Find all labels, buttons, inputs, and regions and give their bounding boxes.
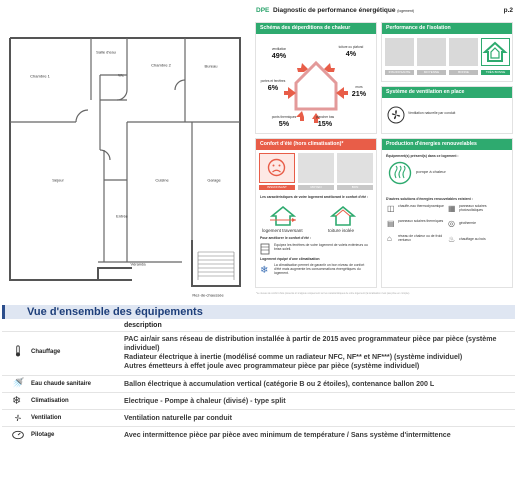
isolation-label-2: BONNE (449, 70, 478, 75)
isolation-level-insuffisante (385, 38, 414, 66)
ecs-line-1: Ballon électrique à accumulation vertical (catégorie B ou 2 étoiles), contenance ballon 200 L (124, 380, 435, 388)
loss-murs (344, 85, 374, 98)
loss-ponts (266, 115, 302, 128)
shutter-icon (260, 243, 270, 255)
isolation-level-tres-bonne (481, 38, 510, 66)
isolation-label-3: TRÈS BONNE (481, 70, 510, 75)
dpe-title-text: Diagnostic de performance énergétique (273, 7, 396, 14)
enr-other-3: géothermie (459, 221, 476, 225)
loss-toiture-value: 4% (345, 49, 357, 58)
room-cuisine: Cuisine (155, 177, 169, 183)
panel-deperditions (255, 22, 377, 134)
loss-ponts-value: 5% (278, 119, 290, 128)
equipment-col-header: description (124, 322, 162, 329)
confort-clim-text: La climatisation permet de garantir un bon niveau de confort d'été mais augmente les consommations énergétiques du logement. (274, 263, 365, 276)
fan-icon (12, 412, 24, 424)
room-chambre-1: Chambre 1 (30, 73, 50, 79)
floor-plan-drawing (2, 30, 246, 305)
wood-heating-icon: ♨ (448, 235, 456, 244)
equipment-row-climatisation (2, 392, 515, 408)
equipment-label-ecs: Eau chaude sanitaire (31, 381, 92, 387)
chauffage-line-1: PAC air/air sans réseau de distribution installée à partir de 2015 avec programmateur pièce par pièce (système (124, 335, 497, 343)
panel-ventilation-title: Système de ventilation en place (382, 87, 512, 98)
loss-murs-value: 21% (351, 89, 367, 98)
panel-confort-ete (255, 138, 377, 288)
enr-other-0: chauffe-eau thermodynamique (398, 204, 444, 208)
pilotage-line-1: Avec intermittence pièce par pièce avec minimum de température / Sans système d'intermittence (124, 431, 451, 439)
isolation-label-0: INSUFFISANTE (385, 70, 414, 75)
geothermal-icon: ◎ (448, 219, 455, 228)
sad-face-icon (260, 154, 293, 181)
equipment-label-pilotage: Pilotage (31, 432, 55, 438)
confort-label-0: INSUFFISANT (259, 185, 295, 190)
dpe-footnote: *Le niveau de confort d'été présenté ici s'appuie uniquement sur les caractéristiques de votre logement (la localisation n'est pas prise en compte). (256, 292, 410, 295)
equipment-row-ecs (2, 375, 515, 391)
panel-ventilation (381, 86, 513, 134)
equipment-row-pilotage (2, 426, 515, 442)
confort-label-1: MOYEN (298, 185, 334, 190)
isolation-level-moyenne (417, 38, 446, 66)
page-number: p.2 (503, 7, 513, 14)
isolation-level-bonne (449, 38, 478, 66)
house-traversant-icon (270, 205, 296, 227)
panel-isolation-title: Performance de l'isolation (382, 23, 512, 34)
equipment-overview (2, 305, 515, 438)
solar-panel-icon: ▦ (448, 204, 456, 213)
equipment-label-climatisation: Climatisation (31, 398, 69, 404)
climatisation-line-1: Electrique - Pompe à chaleur (divisé) - type split (124, 397, 286, 405)
room-sejour: Séjour (52, 177, 64, 183)
loss-toiture-label: toiture ou plafond (338, 45, 364, 49)
loss-ponts-label: ponts thermiques (271, 115, 297, 119)
equipment-label-chauffage: Chauffage (31, 349, 61, 355)
confort-ameliorer-text: Equipez les fenêtres de votre logement de volets extérieurs ou brise-soleil. (274, 243, 368, 252)
shower-icon: 🚿 (12, 378, 25, 389)
panel-confort-title: Confort d'été (hors climatisation)* (256, 139, 376, 150)
loss-murs-label: murs (355, 85, 363, 89)
floor-level-label: Rez-de-chaussée (192, 292, 224, 298)
enr-installed-title: Équipement(s) présent(s) dans ce logement : (386, 154, 459, 158)
enr-other-2: panneaux solaires thermiques (398, 219, 444, 223)
gauge-icon (12, 429, 24, 441)
room-salle-eau: Salle d'eau (96, 49, 116, 55)
confort-item-traversant: logement traversant (262, 228, 303, 233)
room-chambre-2: Chambre 2 (151, 62, 171, 68)
ventilation-text: Ventilation naturelle par conduit (408, 111, 456, 115)
panel-enr (381, 138, 513, 288)
chauffage-line-4: Autres émetteurs à effet joule avec programmateur pièce par pièce (système individuel) (124, 362, 420, 370)
room-wc: Wc (118, 72, 124, 78)
enr-other-1: panneaux solaires photovoltaïques (459, 204, 487, 213)
fan-icon (387, 106, 405, 124)
confort-item-toiture: toiture isolée (328, 228, 355, 233)
loss-ventilation-value: 49% (271, 51, 287, 60)
solar-thermal-icon: ▤ (387, 219, 395, 228)
loss-plancher-label: plancher bas (315, 115, 335, 119)
loss-plancher-value: 15% (317, 119, 333, 128)
snowflake-icon: ❄ (260, 265, 269, 276)
room-garage: Garage (207, 177, 221, 183)
confort-caracteristiques-title: Les caractéristiques de votre logement améliorant le confort d'été : (260, 195, 369, 199)
confort-label-2: BON (337, 185, 373, 190)
loss-plancher (310, 115, 340, 128)
snowflake-icon: ❄ (12, 395, 22, 407)
panel-enr-title: Production d'énergies renouvelables (382, 139, 512, 150)
loss-portes (258, 79, 288, 92)
ventilation-line-1: Ventilation naturelle par conduit (124, 414, 232, 422)
dpe-page (253, 2, 515, 302)
floor-plan (2, 30, 246, 305)
thermometer-icon (12, 345, 24, 357)
room-entree: Entrée (116, 213, 128, 219)
equipment-title: Vue d'ensemble des équipements (2, 305, 515, 319)
chauffage-line-3: Radiateur électrique à inertie (modélisé comme un radiateur NFC, NF** et NF***) (système individuel) (124, 353, 463, 361)
loss-toiture (336, 45, 366, 58)
dpe-tag: DPE (256, 7, 270, 14)
loss-ventilation (262, 47, 296, 60)
panel-deperditions-title: Schéma des déperditions de chaleur (256, 23, 376, 34)
enr-other-4: réseau de chaleur ou de froid vertueux (398, 234, 443, 243)
dpe-title (273, 7, 414, 14)
confort-level-moyen (298, 153, 334, 183)
confort-ameliorer-title: Pour améliorer le confort d'été : (260, 236, 312, 240)
dpe-header (253, 6, 515, 16)
panel-isolation (381, 22, 513, 82)
dpe-title-small: (logement) (397, 9, 414, 13)
heat-pump-icon (388, 161, 412, 185)
loss-portes-value: 6% (267, 83, 279, 92)
roof-insulated-icon (330, 205, 356, 227)
confort-level-bon (337, 153, 373, 183)
water-heater-icon: ◫ (387, 204, 395, 213)
confort-clim-title: Logement équipé d'une climatisation (260, 257, 320, 261)
enr-installed-value: pompe à chaleur (416, 169, 446, 174)
loss-ventilation-label: ventilation (271, 47, 287, 51)
enr-others-title: D'autres solutions d'énergies renouvelables existent : (386, 197, 473, 201)
equipment-row-ventilation (2, 409, 515, 425)
chauffage-line-2: individuel) (124, 344, 160, 352)
house-check-icon (482, 39, 508, 64)
loss-portes-label: portes et fenêtres (260, 79, 286, 83)
isolation-label-1: MOYENNE (417, 70, 446, 75)
room-veranda: Véranda (130, 261, 146, 267)
enr-other-5: chauffage au bois (459, 237, 486, 241)
district-heating-icon: ⌂ (387, 234, 392, 243)
equipment-label-ventilation: Ventilation (31, 415, 62, 421)
confort-level-insuffisant (259, 153, 295, 183)
room-bureau: Bureau (204, 63, 218, 69)
equipment-row-chauffage (2, 331, 515, 373)
